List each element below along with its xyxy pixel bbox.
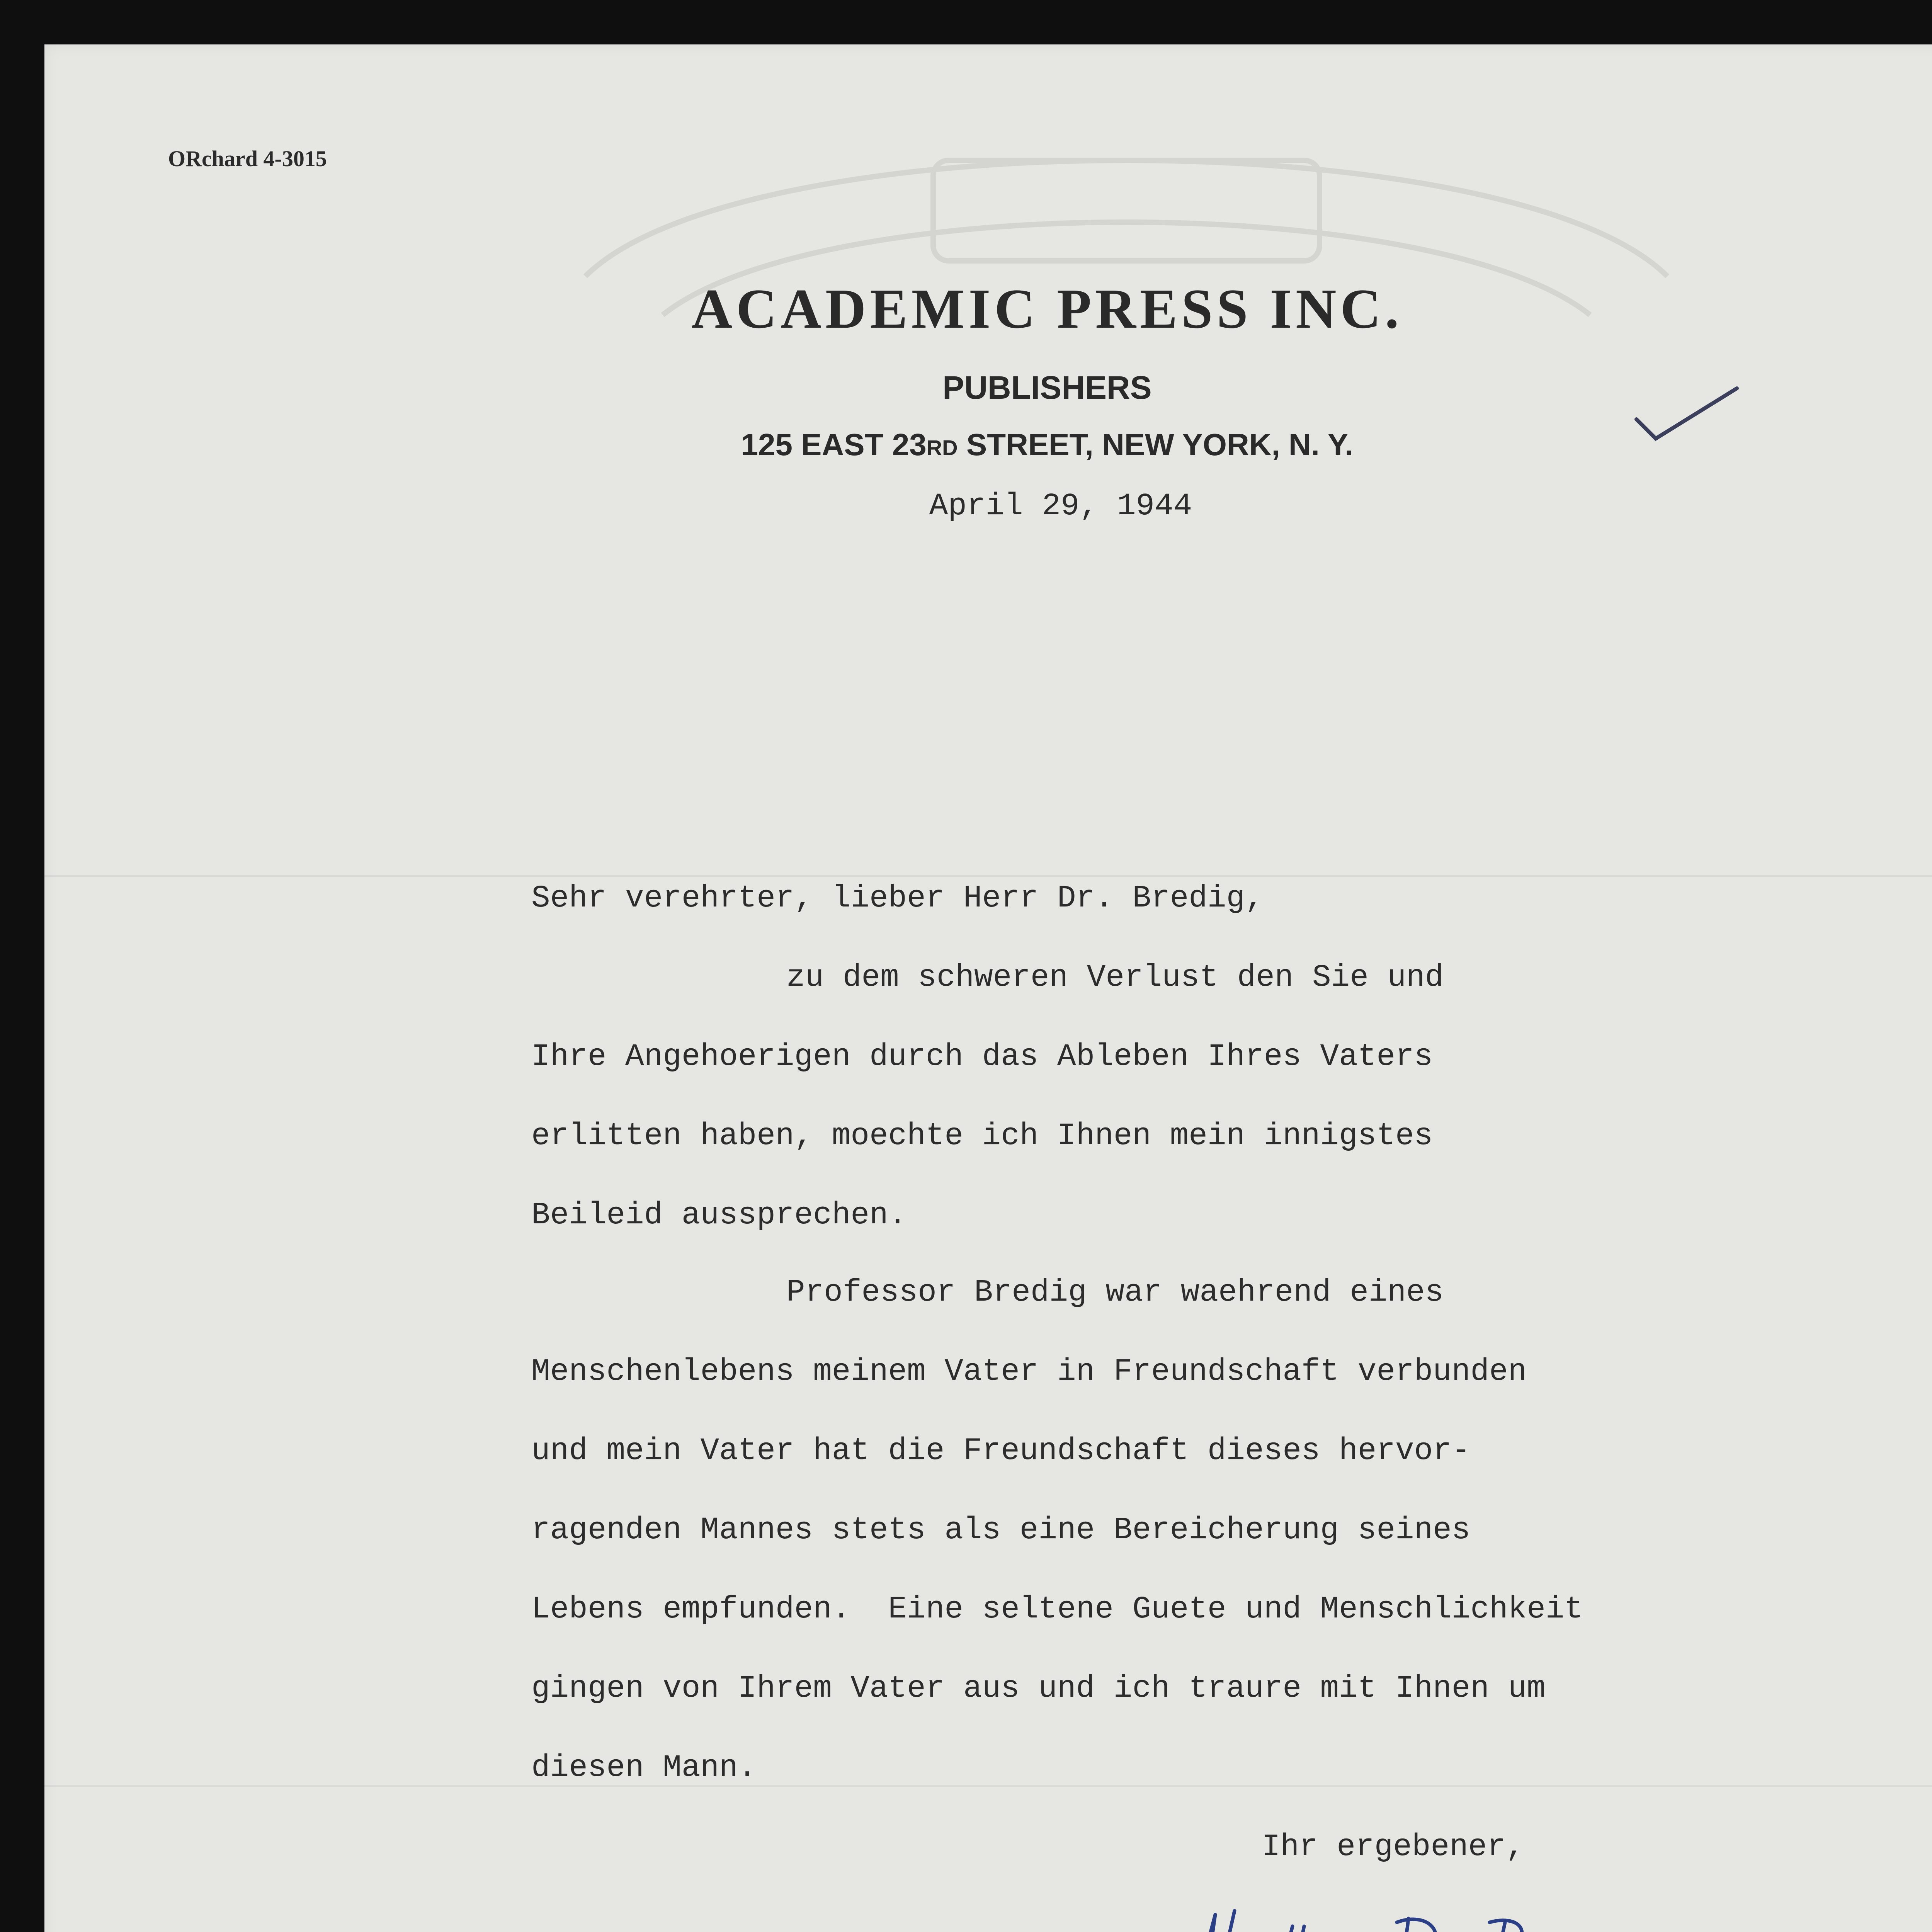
body-line: Menschenlebens meinem Vater in Freundschaft verbunden [531,1354,1527,1389]
body-line: Beileid aussprechen. [531,1198,907,1233]
body-line: und mein Vater hat die Freundschaft dieses hervor- [531,1434,1471,1469]
body-line: ragenden Mannes stets als eine Bereicherung seines [531,1513,1471,1548]
body-line: zu dem schweren Verlust den Sie und [786,960,1444,995]
salutation: Sehr verehrter, lieber Herr Dr. Bredig, [531,881,1264,916]
body-line: diesen Mann. [531,1750,757,1786]
body-line: Ihre Angehoerigen durch das Ableben Ihres Vaters [531,1039,1433,1075]
fold-line-lower [44,1785,1932,1787]
handwritten-signature [1157,1868,1791,1932]
body-line: erlitten haben, moechte ich Ihnen mein innigstes [531,1119,1433,1154]
body-line: Professor Bredig war waehrend eines [786,1275,1444,1310]
address-city: STREET, NEW YORK, N. Y. [957,427,1354,462]
letter-date: April 29, 1944 [929,489,1192,524]
fold-line-upper [44,875,1932,877]
letter-page [44,44,1932,1932]
body-line: Lebens empfunden. Eine seltene Guete und Menschlichkeit [531,1592,1583,1627]
company-subtitle: PUBLISHERS [942,369,1152,406]
address-street-number: 125 EAST 23 [741,427,927,462]
check-mark-icon [1629,373,1745,446]
closing: Ihr ergebener, [1262,1830,1525,1865]
company-name: ACADEMIC PRESS INC. [691,277,1403,340]
body-line: gingen von Ihrem Vater aus und ich traure mit Ihnen um [531,1671,1546,1706]
address-ordinal: RD [926,435,958,460]
phone-number: ORchard 4-3015 [168,146,327,171]
